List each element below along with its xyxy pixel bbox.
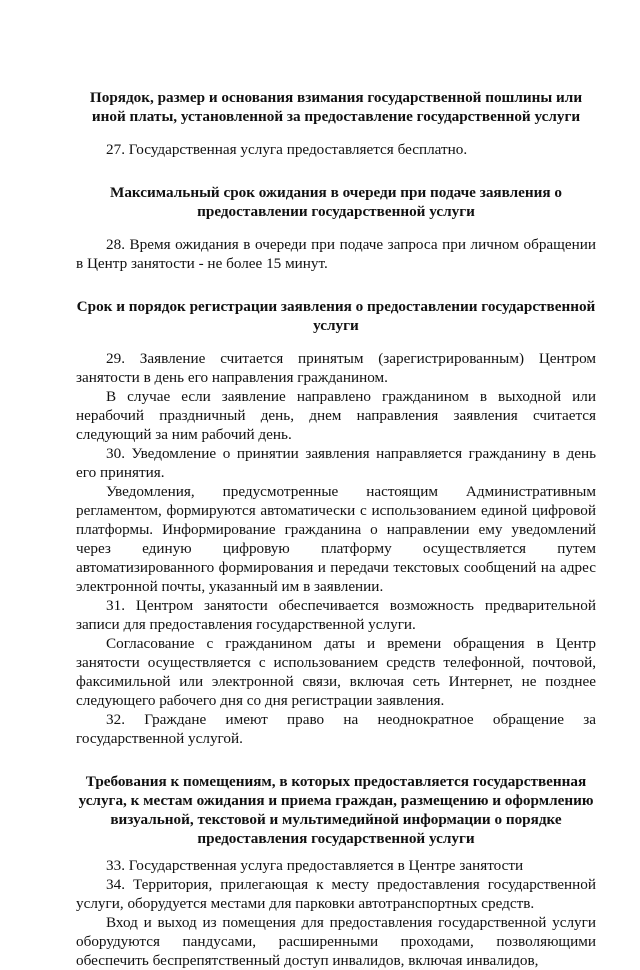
paragraph-34-entrance: Вход и выход из помещения для предоставления государственной услуги оборудуются пандусами, расширенными проходами, позволяющими обеспечить беспрепятственный доступ инвалидов, включая инвалидов,	[76, 914, 596, 969]
paragraph-29-holiday: В случае если заявление направлено гражданином в выходной или нерабочий праздничный день, днем направления заявления считается следующий за ним рабочий день.	[76, 388, 596, 443]
section-heading-queue-time: Максимальный срок ожидания в очереди при подаче заявления о предоставлении государственной услуги	[110, 184, 562, 220]
paragraph-33: 33. Государственная услуга предоставляется в Центре занятости	[106, 857, 524, 874]
paragraph-27: 27. Государственная услуга предоставляется бесплатно.	[106, 141, 468, 158]
paragraph-31: 31. Центром занятости обеспечивается возможность предварительной записи для предоставления государственной услуги.	[76, 597, 596, 633]
document-page	[76, 88, 596, 970]
section-heading-premises: Требования к помещениям, в которых предоставляется государственная услуга, к местам ожидания и приема граждан, размещению и оформлению визуальной, текстовой и мультимедийной информации о порядке предоставления государственной услуги	[78, 773, 594, 847]
paragraph-31-agreement: Согласование с гражданином даты и времени обращения в Центр занятости осуществляется с использованием средств телефонной, почтовой, факсимильной или электронной связи, включая сеть Интернет, не позднее следующего рабочего дня со дня регистрации заявления.	[76, 635, 596, 709]
section-heading-registration: Срок и порядок регистрации заявления о предоставлении государственной услуги	[76, 298, 596, 334]
paragraph-29: 29. Заявление считается принятым (зарегистрированным) Центром занятости в день его направления гражданином.	[76, 350, 596, 386]
paragraph-34: 34. Территория, прилегающая к месту предоставления государственной услуги, оборудуется местами для парковки автотранспортных средств.	[76, 876, 596, 912]
paragraph-28: 28. Время ожидания в очереди при подаче запроса при личном обращении в Центр занятости - не более 15 минут.	[76, 236, 596, 272]
paragraph-30: 30. Уведомление о принятии заявления направляется гражданину в день его принятия.	[76, 445, 596, 481]
section-heading-fee: Порядок, размер и основания взимания государственной пошлины или иной платы, установленной за предоставление государственной услуги	[89, 89, 583, 125]
paragraph-32: 32. Граждане имеют право на неоднократное обращение за государственной услугой.	[76, 711, 596, 747]
paragraph-30-notifications: Уведомления, предусмотренные настоящим Административным регламентом, формируются автоматически с использованием единой цифровой платформы. Информирование гражданина о направлении ему уведомлений через единую цифровую платформу осуществляется путем автоматизированного формирования и передачи текстовых сообщений на адрес электронной почты, указанный им в заявлении.	[76, 483, 596, 595]
